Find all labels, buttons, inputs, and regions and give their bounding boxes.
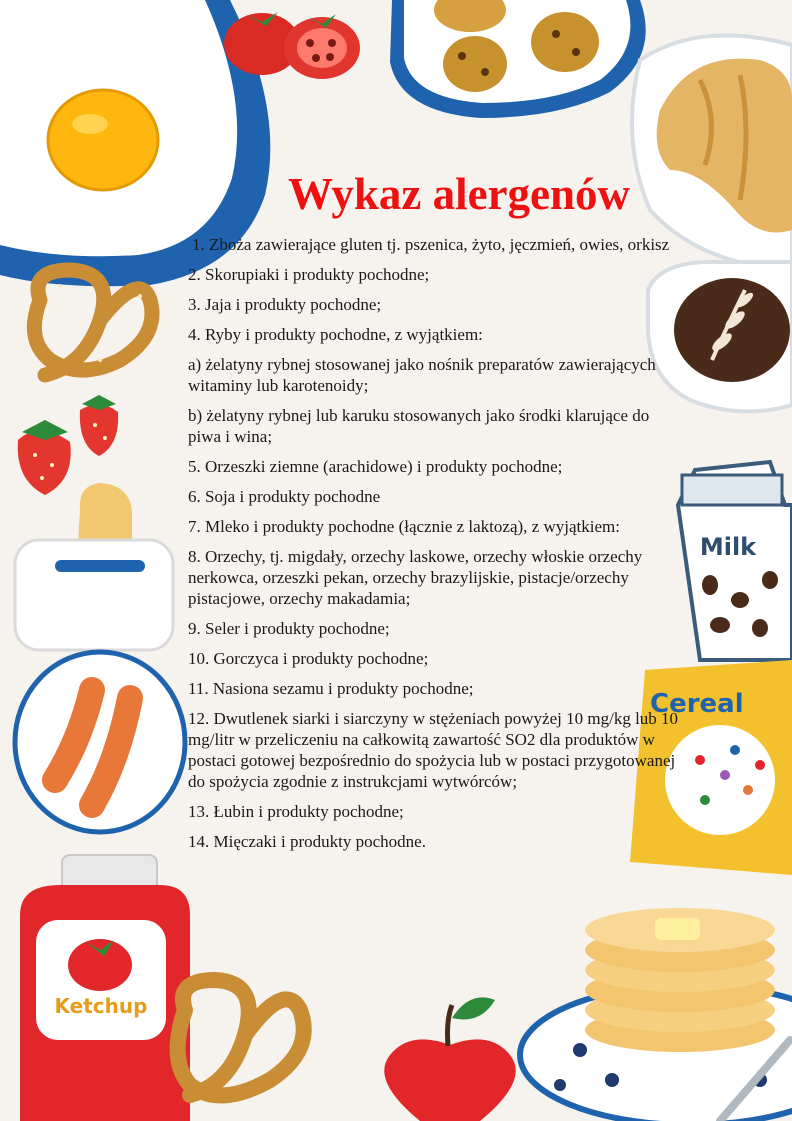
- ketchup-bottle-icon: [20, 855, 190, 1121]
- allergen-list: [188, 234, 680, 861]
- pancakes-icon: [520, 908, 792, 1121]
- list-item: 8. Orzechy, tj. migdały, orzechy laskowe, orzechy włoskie orzechy nerkowca, orzeszki pekan, orzechy brazylijskie, pistacje/orzechy pistacjowe, orzechy makadamia;: [188, 547, 643, 608]
- list-item: 11. Nasiona sezamu i produkty pochodne;: [188, 679, 474, 698]
- tomato-icon: [224, 12, 360, 79]
- list-item: 13. Łubin i produkty pochodne;: [188, 802, 404, 821]
- sausages-plate-icon: [15, 652, 185, 832]
- cereal-label: Cereal: [650, 689, 744, 719]
- list-item: 6. Soja i produkty pochodne: [188, 487, 381, 506]
- list-item: 9. Seler i produkty pochodne;: [188, 619, 390, 638]
- list-item: 5. Orzeszki ziemne (arachidowe) i produkty pochodne;: [188, 457, 563, 476]
- strawberry-icon: [18, 395, 118, 495]
- list-item: 7. Mleko i produkty pochodne (łącznie z laktozą), z wyjątkiem:: [188, 517, 620, 536]
- apple-icon: [384, 997, 515, 1121]
- milk-label: Milk: [699, 533, 757, 561]
- pretzel-icon: [34, 270, 152, 375]
- list-item: b) żelatyny rybnej lub karuku stosowanych jako środki klarujące do piwa i wina;: [188, 406, 650, 446]
- toaster-icon: [15, 483, 173, 650]
- list-item: 2. Skorupiaki i produkty pochodne;: [188, 265, 430, 284]
- milk-carton-icon: [678, 462, 792, 660]
- list-item: 10. Gorczyca i produkty pochodne;: [188, 649, 429, 668]
- cookies-plate-icon: [390, 0, 646, 118]
- page-title: Wykaz alergenów: [288, 169, 631, 219]
- list-item: 12. Dwutlenek siarki i siarczyny w stężeniach powyżej 10 mg/kg lub 10 mg/litr w przeliczeniu na całkowitą zawartość SO2 dla produktów w postaci gotowej bezpośrednio do spożycia lub w postaci przygotowanej do spożycia zgodnie z instrukcjami wytwórców;: [188, 709, 679, 791]
- list-item: 14. Mięczaki i produkty pochodne.: [188, 832, 426, 851]
- ketchup-label: Ketchup: [54, 994, 148, 1018]
- list-item: 3. Jaja i produkty pochodne;: [188, 295, 382, 314]
- list-item: 4. Ryby i produkty pochodne, z wyjątkiem:: [188, 325, 483, 344]
- list-item: 1. Zboża zawierające gluten tj. pszenica, żyto, jęczmień, owies, orkisz: [192, 235, 670, 254]
- list-item: a) żelatyny rybnej stosowanej jako nośnik preparatów zawierających witaminy lub karotenoidy;: [188, 355, 656, 395]
- pretzel-bottom-icon: [178, 980, 304, 1095]
